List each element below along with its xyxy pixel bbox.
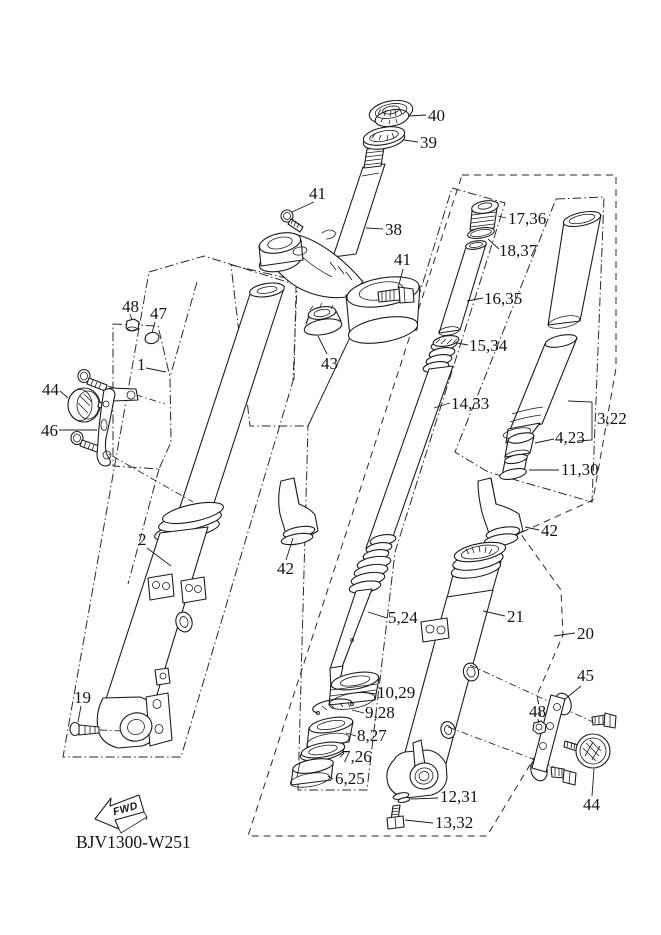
- cap-47: [144, 331, 160, 345]
- diagram-caption: BJV1300-W251: [76, 832, 191, 852]
- svg-text:2: 2: [138, 530, 147, 549]
- svg-text:45: 45: [577, 666, 594, 685]
- callout-9-28: [352, 703, 395, 722]
- svg-text:48: 48: [122, 297, 139, 316]
- seal-39: [362, 124, 406, 153]
- callout-44-right: [583, 769, 601, 814]
- svg-text:7,26: 7,26: [342, 747, 372, 766]
- svg-text:48: 48: [529, 702, 546, 721]
- svg-text:38: 38: [385, 220, 402, 239]
- nut-48-left: [126, 319, 139, 331]
- svg-text:6,25: 6,25: [335, 769, 365, 788]
- svg-text:16,35: 16,35: [484, 289, 523, 308]
- svg-text:17,36: 17,36: [508, 209, 547, 228]
- reflector-44-right: [564, 734, 610, 768]
- svg-text:20: 20: [577, 624, 594, 643]
- fwd-arrow: [95, 795, 147, 833]
- axis-tube-top: [294, 286, 296, 380]
- right-tube-lower: [510, 338, 577, 430]
- bearing-40: [367, 97, 414, 129]
- callout-40: [409, 106, 445, 125]
- svg-text:42: 42: [277, 559, 294, 578]
- callout-21: [483, 607, 524, 626]
- callout-1: [137, 355, 166, 374]
- bolt-upper-right: [592, 713, 616, 728]
- bolt-lower-left: [71, 432, 99, 453]
- svg-text:44: 44: [42, 380, 59, 399]
- svg-text:13,32: 13,32: [435, 813, 474, 832]
- svg-text:5,24: 5,24: [388, 608, 418, 627]
- fwd-label: FWD: [111, 799, 140, 819]
- svg-text:10,29: 10,29: [377, 683, 416, 702]
- svg-text:41: 41: [394, 250, 411, 269]
- collar-11-30: [499, 453, 528, 482]
- callout-41-left: [292, 184, 326, 212]
- svg-text:8,27: 8,27: [357, 726, 387, 745]
- svg-text:46: 46: [41, 421, 58, 440]
- svg-text:14,33: 14,33: [451, 394, 490, 413]
- left-inner-tube: [179, 288, 284, 510]
- svg-text:42: 42: [541, 521, 558, 540]
- svg-text:19: 19: [74, 688, 91, 707]
- callout-42-right: [525, 521, 558, 540]
- callout-46: [41, 421, 97, 440]
- svg-text:47: 47: [150, 304, 167, 323]
- left-lug-b: [181, 577, 206, 603]
- svg-text:11,30: 11,30: [561, 460, 599, 479]
- svg-text:21: 21: [507, 607, 524, 626]
- svg-text:41: 41: [309, 184, 326, 203]
- chain-line-upper: [170, 282, 197, 377]
- tube-16-35: [438, 239, 487, 337]
- callout-48-right: [529, 702, 546, 723]
- svg-text:9,28: 9,28: [365, 703, 395, 722]
- callout-44-left: [42, 380, 68, 399]
- reflector-group-left: [68, 319, 160, 466]
- callout-48-left: [122, 297, 139, 320]
- callout-13-32: [405, 813, 473, 832]
- callout-43: [318, 336, 338, 373]
- callout-20: [554, 624, 594, 643]
- callout-6-25: [328, 769, 365, 788]
- cable-guide-42-right: [478, 478, 523, 548]
- bolt-lower-right: [551, 767, 576, 785]
- steering-stem: [333, 164, 385, 257]
- callout-4-23: [535, 428, 585, 447]
- svg-text:18,37: 18,37: [499, 241, 538, 260]
- svg-text:3,22: 3,22: [597, 409, 627, 428]
- svg-text:43: 43: [321, 354, 338, 373]
- callout-38: [366, 220, 402, 239]
- left-lug-a: [148, 574, 174, 600]
- bolt-13-32: [387, 805, 404, 829]
- right-tube-upper: [548, 215, 601, 325]
- callout-17-36: [498, 209, 546, 228]
- svg-text:1: 1: [137, 355, 146, 374]
- callout-5-24: [368, 608, 418, 627]
- svg-text:4,23: 4,23: [555, 428, 585, 447]
- left-small-lug: [155, 668, 170, 685]
- svg-text:40: 40: [428, 106, 445, 125]
- svg-text:15,34: 15,34: [469, 336, 508, 355]
- ring-nut-43: [303, 303, 343, 338]
- nut-48-right: [533, 721, 546, 734]
- svg-text:44: 44: [583, 795, 600, 814]
- bracket-46: [97, 388, 138, 466]
- callout-7-26: [340, 747, 372, 766]
- callout-11-30: [529, 460, 599, 479]
- damper-rod-5-24: [330, 554, 392, 692]
- callout-18-37: [488, 239, 538, 260]
- cap-bolt-17-36: [470, 199, 499, 230]
- callout-39: [404, 133, 437, 152]
- cable-guide-42-left: [279, 478, 318, 547]
- slide-bush-6-25: [289, 756, 334, 790]
- spring-14-33: [362, 346, 455, 562]
- callout-15-34: [457, 336, 508, 355]
- callout-45: [564, 666, 594, 700]
- svg-text:39: 39: [420, 133, 437, 152]
- pinch-bolt-41-left: [281, 210, 303, 232]
- callout-47: [150, 304, 168, 333]
- callout-19: [74, 688, 91, 722]
- svg-text:12,31: 12,31: [440, 787, 479, 806]
